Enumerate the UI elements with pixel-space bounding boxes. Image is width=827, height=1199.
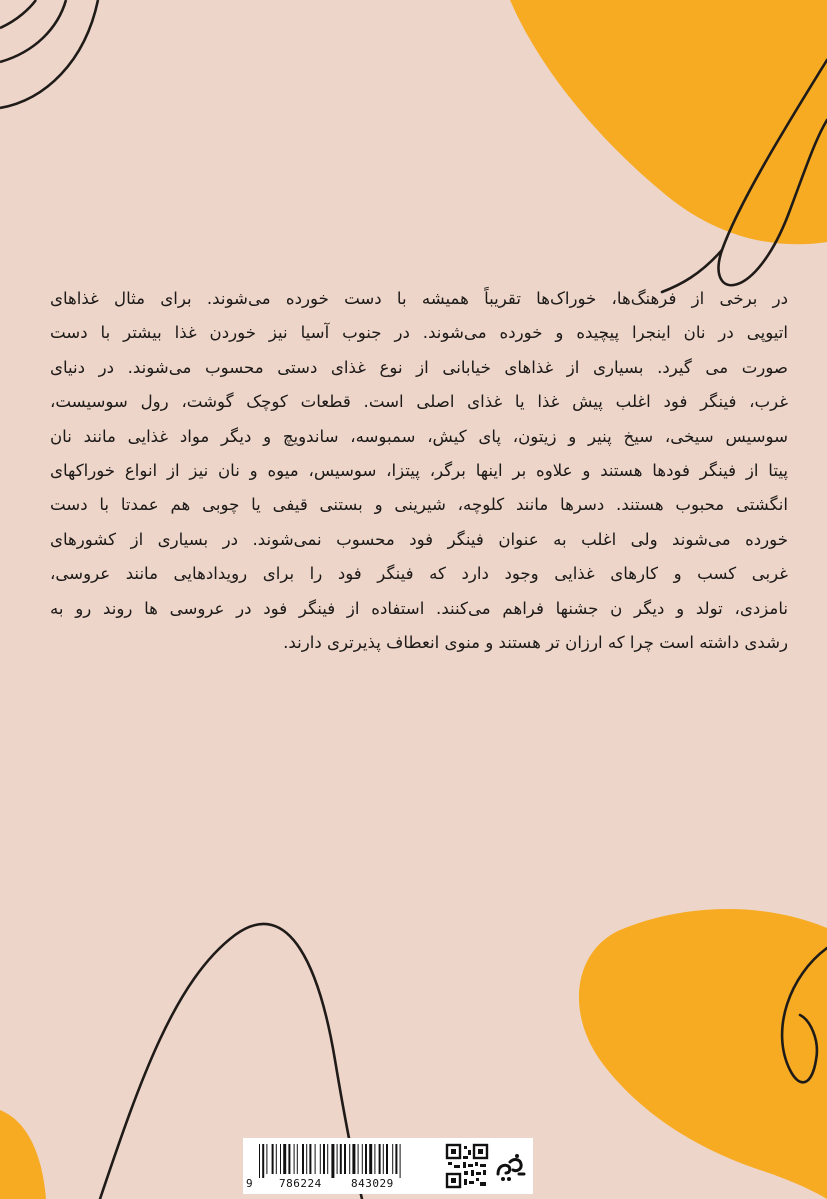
barcode-bar <box>323 1144 325 1174</box>
barcode-bar <box>306 1144 307 1174</box>
blurb-line: غرب، فینگر فود اغلب پیش غذا یا غذای اصلی است. قطعات کوچک گوشت، رول سوسیست، <box>50 392 788 412</box>
back-cover-blurb <box>50 282 788 660</box>
barcode-bar <box>315 1144 316 1174</box>
barcode-bar <box>283 1144 286 1174</box>
blurb-line: صورت می گیرد. بسیاری از غذاهای خیابانی از نوع غذای دستی محسوب می‌شوند. در دنیای <box>50 357 788 377</box>
barcode-bar <box>259 1144 260 1178</box>
barcode-bar <box>344 1144 346 1174</box>
blurb-line: غربی کسب و کارهای غذایی وجود دارد که فینگر فود را برای رویدادهایی مانند عروسی، <box>50 564 788 584</box>
barcode-bar <box>331 1144 334 1178</box>
barcode-bar <box>395 1144 397 1174</box>
barcode-bar <box>369 1144 372 1174</box>
barcode-bar <box>340 1144 342 1174</box>
top-left-arc-2 <box>0 0 66 62</box>
barcode-bar <box>362 1144 363 1174</box>
barcode-bar <box>374 1144 375 1174</box>
blurb-line: پیتا از فینگر فودها هستند و علاوه بر اینها برگر، پیتزا، سوسیس، میوه و نان نیز از انواع خوراکهای <box>50 461 788 481</box>
top-right-blob <box>510 0 827 244</box>
blurb-line: خورده می‌شوند ولی اغلب به عنوان فینگر فود محسوب نمی‌شوند. در بسیاری از کشورهای <box>50 529 788 549</box>
barcode-bar <box>352 1144 355 1174</box>
barcode-bars <box>259 1144 429 1178</box>
barcode-bar <box>327 1144 328 1174</box>
barcode-bar <box>272 1144 274 1174</box>
barcode-bar <box>280 1144 281 1174</box>
isbn-group-1: 786224 <box>279 1177 322 1190</box>
top-left-arc-1 <box>0 0 36 28</box>
barcode-bar <box>383 1144 384 1174</box>
qr-code-icon <box>445 1143 489 1189</box>
blurb-line: سوسیس سیخی، سیخ پنیر و زیتون، پای کیش، سمبوسه، ساندویچ و دیگر مواد غذایی مانند نان <box>50 426 788 446</box>
barcode-bar <box>266 1144 267 1174</box>
top-left-arc-3 <box>0 0 98 108</box>
barcode-bar <box>297 1144 298 1174</box>
isbn-group-2: 843029 <box>351 1177 394 1190</box>
bottom-left-blob <box>0 1110 46 1199</box>
barcode-bar <box>358 1144 359 1174</box>
barcode-bar <box>294 1144 295 1174</box>
barcode-bar <box>349 1144 350 1174</box>
barcode-bar <box>400 1144 401 1178</box>
blurb-line: نامزدی، تولد و دیگر ن جشنها فراهم می‌کنند. استفاده از فینگر فود در عروسی ها روند رو به <box>50 598 788 618</box>
blurb-line: در برخی از فرهنگ‌ها، خوراک‌ها تقریباً همیشه با دست خورده می‌شوند. برای مثال غذاهای <box>50 289 788 308</box>
isbn-barcode-panel <box>243 1138 533 1194</box>
barcode-bar <box>262 1144 264 1178</box>
barcode-bar <box>320 1144 321 1174</box>
barcode-bar <box>276 1144 277 1174</box>
barcode-bar <box>288 1144 290 1174</box>
isbn-lead-digit: 9 <box>246 1177 254 1190</box>
barcode-bar <box>392 1144 393 1174</box>
publisher-logo-icon <box>493 1150 527 1184</box>
barcode-bar <box>337 1144 338 1174</box>
bottom-right-blob <box>579 909 827 1199</box>
barcode-bar <box>309 1144 311 1174</box>
blurb-line: اتیوپی در نان اینجرا پیچیده و خورده می‌شوند. در جنوب آسیا نیز خوردن غذا بیشتر با دست <box>50 323 788 343</box>
barcode-bar <box>379 1144 381 1174</box>
blurb-line: انگشتی محبوب هستند. دسرها مانند کلوچه، شیرینی و بستنی قیفی یا چوبی هم عمدتا با دست <box>50 495 788 515</box>
barcode-bar <box>302 1144 304 1174</box>
barcode-bar <box>365 1144 367 1174</box>
blurb-line: رشدی داشته است چرا که ارزان تر هستند و منوی انعطاف پذیرتری دارند. <box>283 633 788 653</box>
barcode-bar <box>386 1144 388 1174</box>
